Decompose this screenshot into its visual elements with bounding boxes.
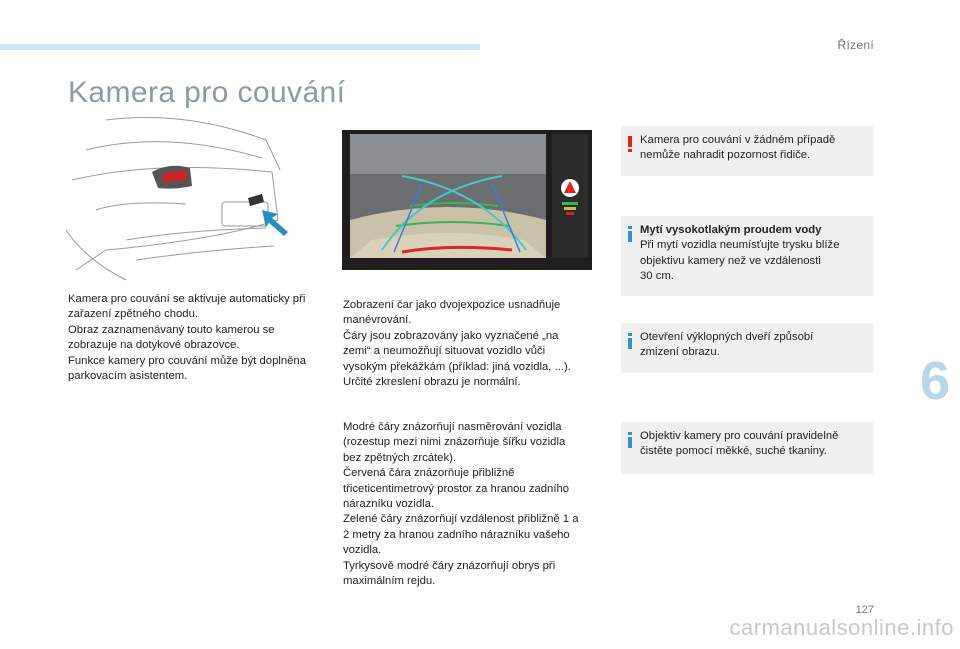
- note-line: zmizení obrazu.: [640, 346, 720, 359]
- intro-text: [68, 292, 326, 384]
- text-line: zařazení zpětného chodu.: [68, 308, 199, 321]
- note-line: Objektiv kamery pro couvání pravidelně: [640, 430, 839, 442]
- warning-note: [621, 126, 873, 176]
- info-icon: [626, 432, 634, 448]
- text-line: Tyrkysově modré čáry znázorňují obrys při: [343, 559, 556, 572]
- camera-view-image: [342, 130, 592, 270]
- note-line: 30 cm.: [640, 270, 674, 283]
- chapter-number: 6: [919, 351, 950, 411]
- text-line: vozidla.: [343, 544, 382, 557]
- note-heading: Mytí vysokotlakým proudem vody: [640, 224, 822, 236]
- section-name: Řízení: [837, 38, 874, 52]
- text-line: Zobrazení čar jako dvojexpozice usnadňuje: [343, 299, 561, 311]
- note-line: Při mytí vozidla neumísťujte trysku blíže: [640, 239, 840, 252]
- car-rear-illustration: [66, 110, 294, 286]
- text-line: (rozestup mezi nimi znázorňuje šířku vozidla: [343, 436, 566, 449]
- text-line: vysokým překážkám (příklad: jiná vozidla, ...).: [343, 360, 571, 373]
- text-line: Červená čára znázorňuje přibližně: [343, 467, 515, 480]
- text-line: zobrazuje na dotykové obrazovce.: [68, 339, 240, 352]
- info-icon: [626, 333, 634, 349]
- lines-intro-text: [343, 298, 601, 390]
- note-line: Kamera pro couvání v žádném případě: [640, 134, 836, 146]
- note-line: nemůže nahradit pozornost řidiče.: [640, 149, 811, 162]
- lines-detail-text: [343, 420, 605, 589]
- tailgate-note: [621, 323, 873, 373]
- text-line: Kamera pro couvání se aktivuje automaticky při: [68, 293, 306, 305]
- text-line: Obraz zaznamenávaný touto kamerou se: [68, 323, 275, 336]
- text-line: bez zpětných zrcátek).: [343, 451, 457, 464]
- exclamation-icon: [626, 136, 634, 152]
- note-line: čistěte pomocí měkké, suché tkaniny.: [640, 445, 827, 458]
- text-line: nárazníku vozidla.: [343, 498, 435, 511]
- header-accent-bar: [0, 44, 480, 50]
- note-line: Otevření výklopných dveří způsobí: [640, 331, 814, 343]
- text-line: zemi“ a neumožňují situovat vozidlo vůči: [343, 345, 546, 358]
- text-line: Čáry jsou zobrazovány jako vyznačené „na: [343, 329, 559, 342]
- text-line: Určité zkreslení obrazu je normální.: [343, 376, 521, 389]
- text-line: Zelené čáry znázorňují vzdálenost přibližně 1 a: [343, 513, 579, 526]
- text-line: 2 metry za hranou zadního nárazníku vašeho: [343, 528, 570, 541]
- page-number: 127: [855, 604, 874, 616]
- text-line: manévrování.: [343, 314, 412, 327]
- note-line: objektivu kamery než ve vzdálenosti: [640, 254, 821, 267]
- watermark-text: carmanualsonline.info: [729, 615, 954, 640]
- text-line: parkovacím asistentem.: [68, 370, 188, 383]
- arrow-icon: [262, 210, 288, 236]
- text-line: třiceticentimetrový prostor za hranou zadního: [343, 482, 570, 495]
- text-line: maximálním rejdu.: [343, 575, 436, 588]
- text-line: Modré čáry znázorňují nasměrování vozidla: [343, 421, 562, 433]
- cleaning-note: [621, 422, 873, 474]
- page-title: Kamera pro couvání: [68, 76, 346, 109]
- info-icon: [626, 226, 634, 242]
- text-line: Funkce kamery pro couvání může být doplněna: [68, 354, 306, 367]
- washing-note: [621, 216, 873, 296]
